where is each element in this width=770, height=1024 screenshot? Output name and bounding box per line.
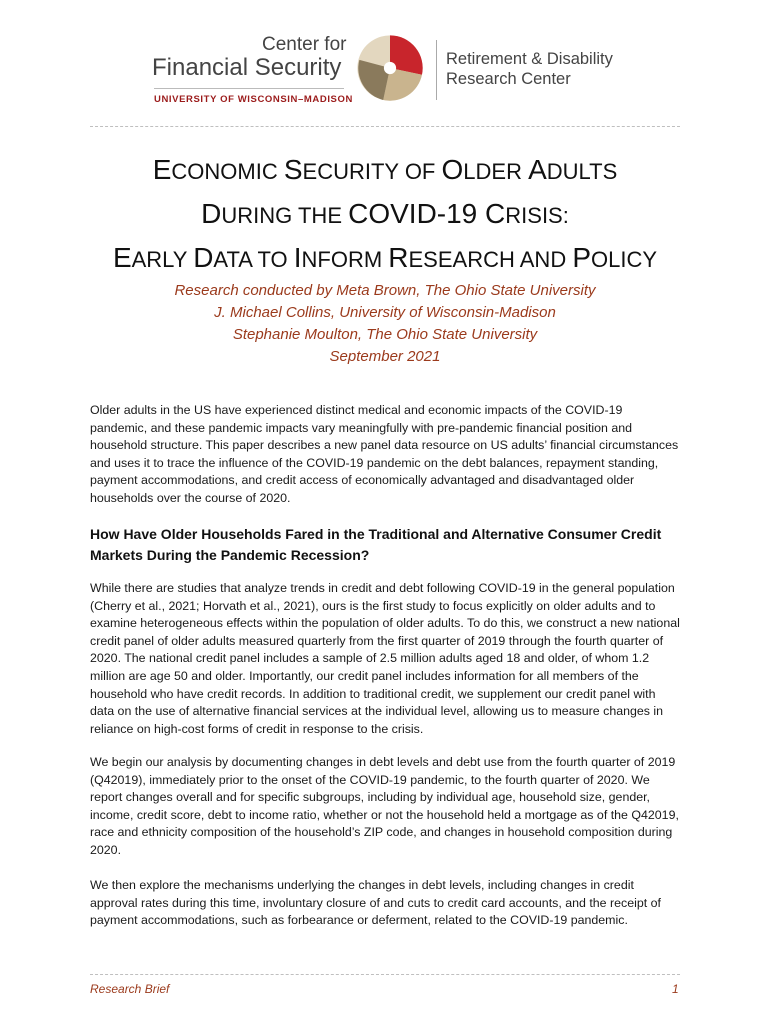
body-paragraph-1: While there are studies that analyze trends in credit and debt following COVID-19 in the general population (Cherry et al., 2021; Horvath et al., 2021), ours is the first study to focus explicitly on older adults and to examine heterogeneous effects within the population of older adults. To do this, we construct a new national credit panel of older adults measured quarterly from the first quarter of 2019 through the fourth quarter of 2020. The national credit panel includes a sample of 2.5 million adults aged 18 and older, of whom 1.2 million are age 50 and older. Importantly, our credit panel includes information for all members of the household who have credit records. In addition to traditional credit, we supplement our credit panel with data on the use of alternative financial services at the individual level, allowing us to measure changes in reliance on high-cost forms of credit in response to the crisis. <box>90 581 680 736</box>
cfs-logo-rule <box>154 88 344 89</box>
cfs-logo-university: UNIVERSITY OF WISCONSIN–MADISON <box>154 94 353 105</box>
footer-rule <box>90 974 680 975</box>
publication-date: September 2021 <box>329 348 441 365</box>
page-number: 1 <box>672 982 679 996</box>
title-line-1: ECONOMIC SECURITY OF OLDER ADULTS <box>152 154 618 185</box>
body-paragraph-3: We then explore the mechanisms underlying the changes in debt levels, including changes in credit approval rates during this time, involuntary closure of and cuts to credit card accounts, and the receipt of payment accommodations, such as forbearance or deferment, related to the COVID-19 pandemic. <box>90 878 661 928</box>
section-heading: How Have Older Households Fared in the Traditional and Alternative Consumer Credit Markets During the Pandemic Recession? <box>90 526 662 563</box>
footer-label: Research Brief <box>90 982 170 996</box>
body-paragraph-2: We begin our analysis by documenting changes in debt levels and debt use from the fourth quarter of 2019 (Q42019), immediately prior to the onset of the COVID-19 pandemic, to the fourth quarter of 2020. We report changes overall and for specific subgroups, including by individual age, household size, gender, income, credit score, debt to income ratio, whether or not the household held a mortgage as of the Q42019, race and ethnicity composition of the household’s ZIP code, and changes in household composition during 2020. <box>90 755 679 857</box>
title-line-2: DURING THE COVID-19 CRISIS: <box>201 198 569 229</box>
cfs-logo-text-main: Financial Security <box>152 54 342 81</box>
header-rule <box>90 126 680 127</box>
author-line-2: J. Michael Collins, University of Wisconsin-Madison <box>214 304 556 321</box>
header-divider <box>436 40 437 100</box>
author-line-1: Research conducted by Meta Brown, The Ohio State University <box>174 282 596 299</box>
page-header <box>0 28 770 108</box>
cfs-logo-text-top: Center for <box>262 34 347 55</box>
rdrc-logo-line1: Retirement & Disability <box>446 50 613 68</box>
cfs-logo-emblem-icon <box>356 34 424 102</box>
rdrc-logo-line2: Research Center <box>446 70 571 88</box>
author-block <box>0 280 770 368</box>
abstract-paragraph: Older adults in the US have experienced distinct medical and economic impacts of the COVID-19 pandemic, and these pandemic impacts vary meaningfully with pre-pandemic financial position and household structure. This paper describes a new panel data resource on US adults’ financial circumstances and uses it to trace the influence of the COVID-19 pandemic on the debt balances, repayment standing, payment accommodations, and credit access of economically advantaged and disadvantaged older households over the course of 2020. <box>90 403 679 505</box>
author-line-3: Stephanie Moulton, The Ohio State University <box>232 326 538 343</box>
title-line-3: EARLY DATA TO INFORM RESEARCH AND POLICY <box>112 242 658 273</box>
